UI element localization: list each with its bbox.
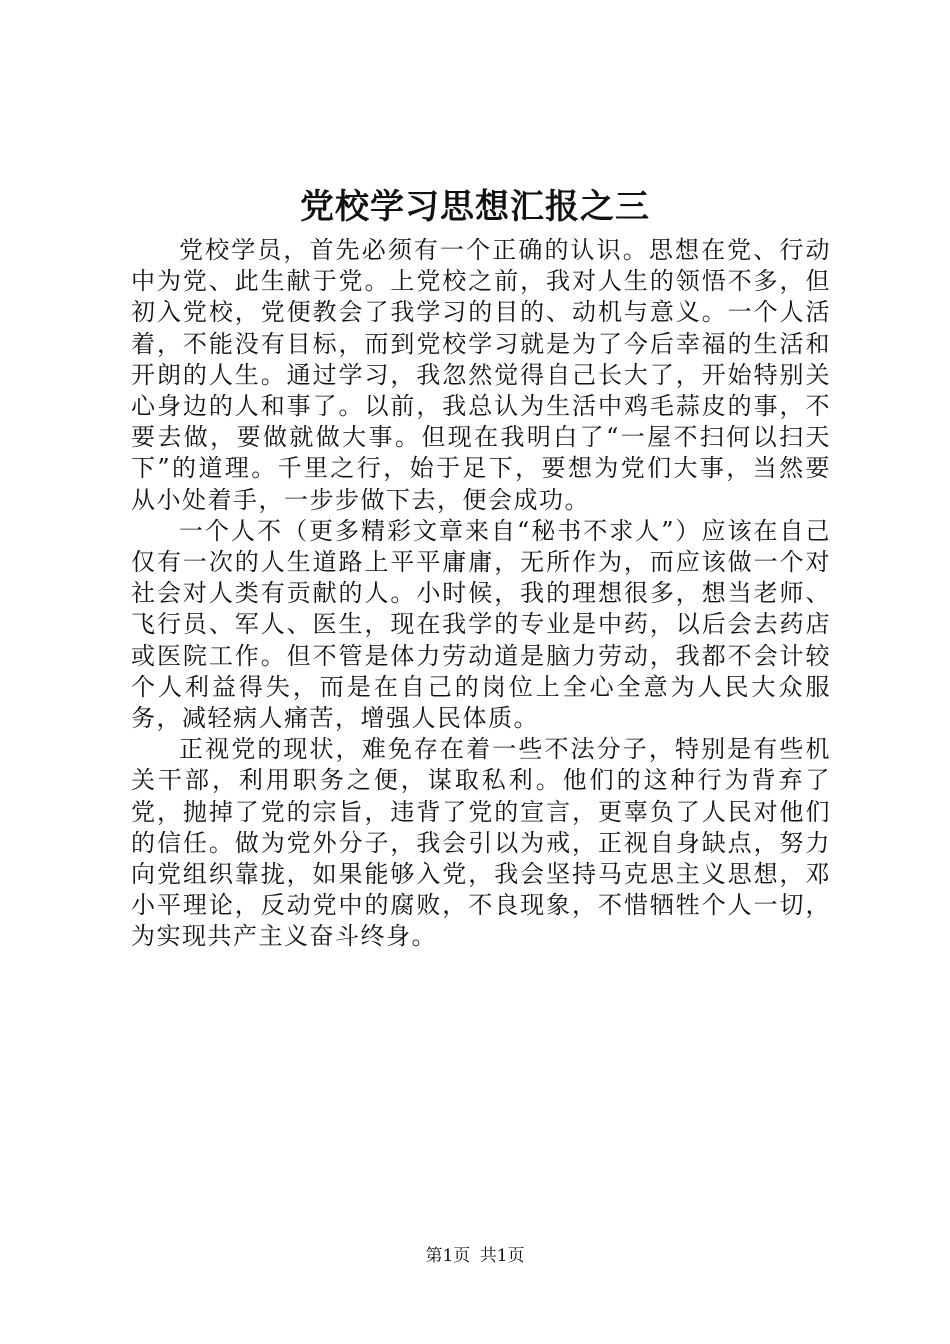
page-number: 第1页 — [425, 1246, 471, 1266]
paragraph-1: 党校学员，首先必须有一个正确的认识。思想在党、行动中为党、此生献于党。上党校之前，我对人生的领悟不多，但初入党校，党便教会了我学习的目的、动机与意义。一个人活着，不能没有目标，而到党校学习就是为了今后幸福的生活和开朗的人生。通过学习，我忽然觉得自己长大了，开始特别关心身边的人和事了。以前，我总认为生活中鸡毛蒜皮的事，不要去做，要做就做大事。但现在我明白了“一屋不扫何以扫天下”的道理。千里之行，始于足下，要想为党们大事，当然要从小处着手，一步步做下去，便会成功。 — [131, 236, 831, 514]
document-title: 党校学习思想汇报之三 — [300, 187, 650, 227]
page-footer — [0, 1244, 950, 1268]
paragraph-3: 正视党的现状，难免存在着一些不法分子，特别是有些机关干部，利用职务之便，谋取私利。他们的这种行为背弃了党，抛掉了党的宗旨，违背了党的宣言，更辜负了人民对他们的信任。做为党外分子，我会引以为戒，正视自身缺点，努力向党组织靠拢，如果能够入党，我会坚持马克思主义思想，邓小平理论，反动党中的腐败，不良现象，不惜牺牲个人一切，为实现共产主义奋斗终身。 — [131, 735, 831, 951]
document-body — [131, 235, 831, 953]
page-total: 共1页 — [479, 1246, 525, 1266]
paragraph-2: 一个人不（更多精彩文章来自“秘书不求人”）应该在自己仅有一次的人生道路上平平庸庸，无所作为，而应该做一个对社会对人类有贡献的人。小时候，我的理想很多，想当老师、飞行员、军人、医生，现在我学的专业是中药，以后会去药店或医院工作。但不管是体力劳动道是脑力劳动，我都不会计较个人利益得失，而是在自己的岗位上全心全意为人民大众服务，减轻病人痛苦，增强人民体质。 — [131, 516, 831, 733]
